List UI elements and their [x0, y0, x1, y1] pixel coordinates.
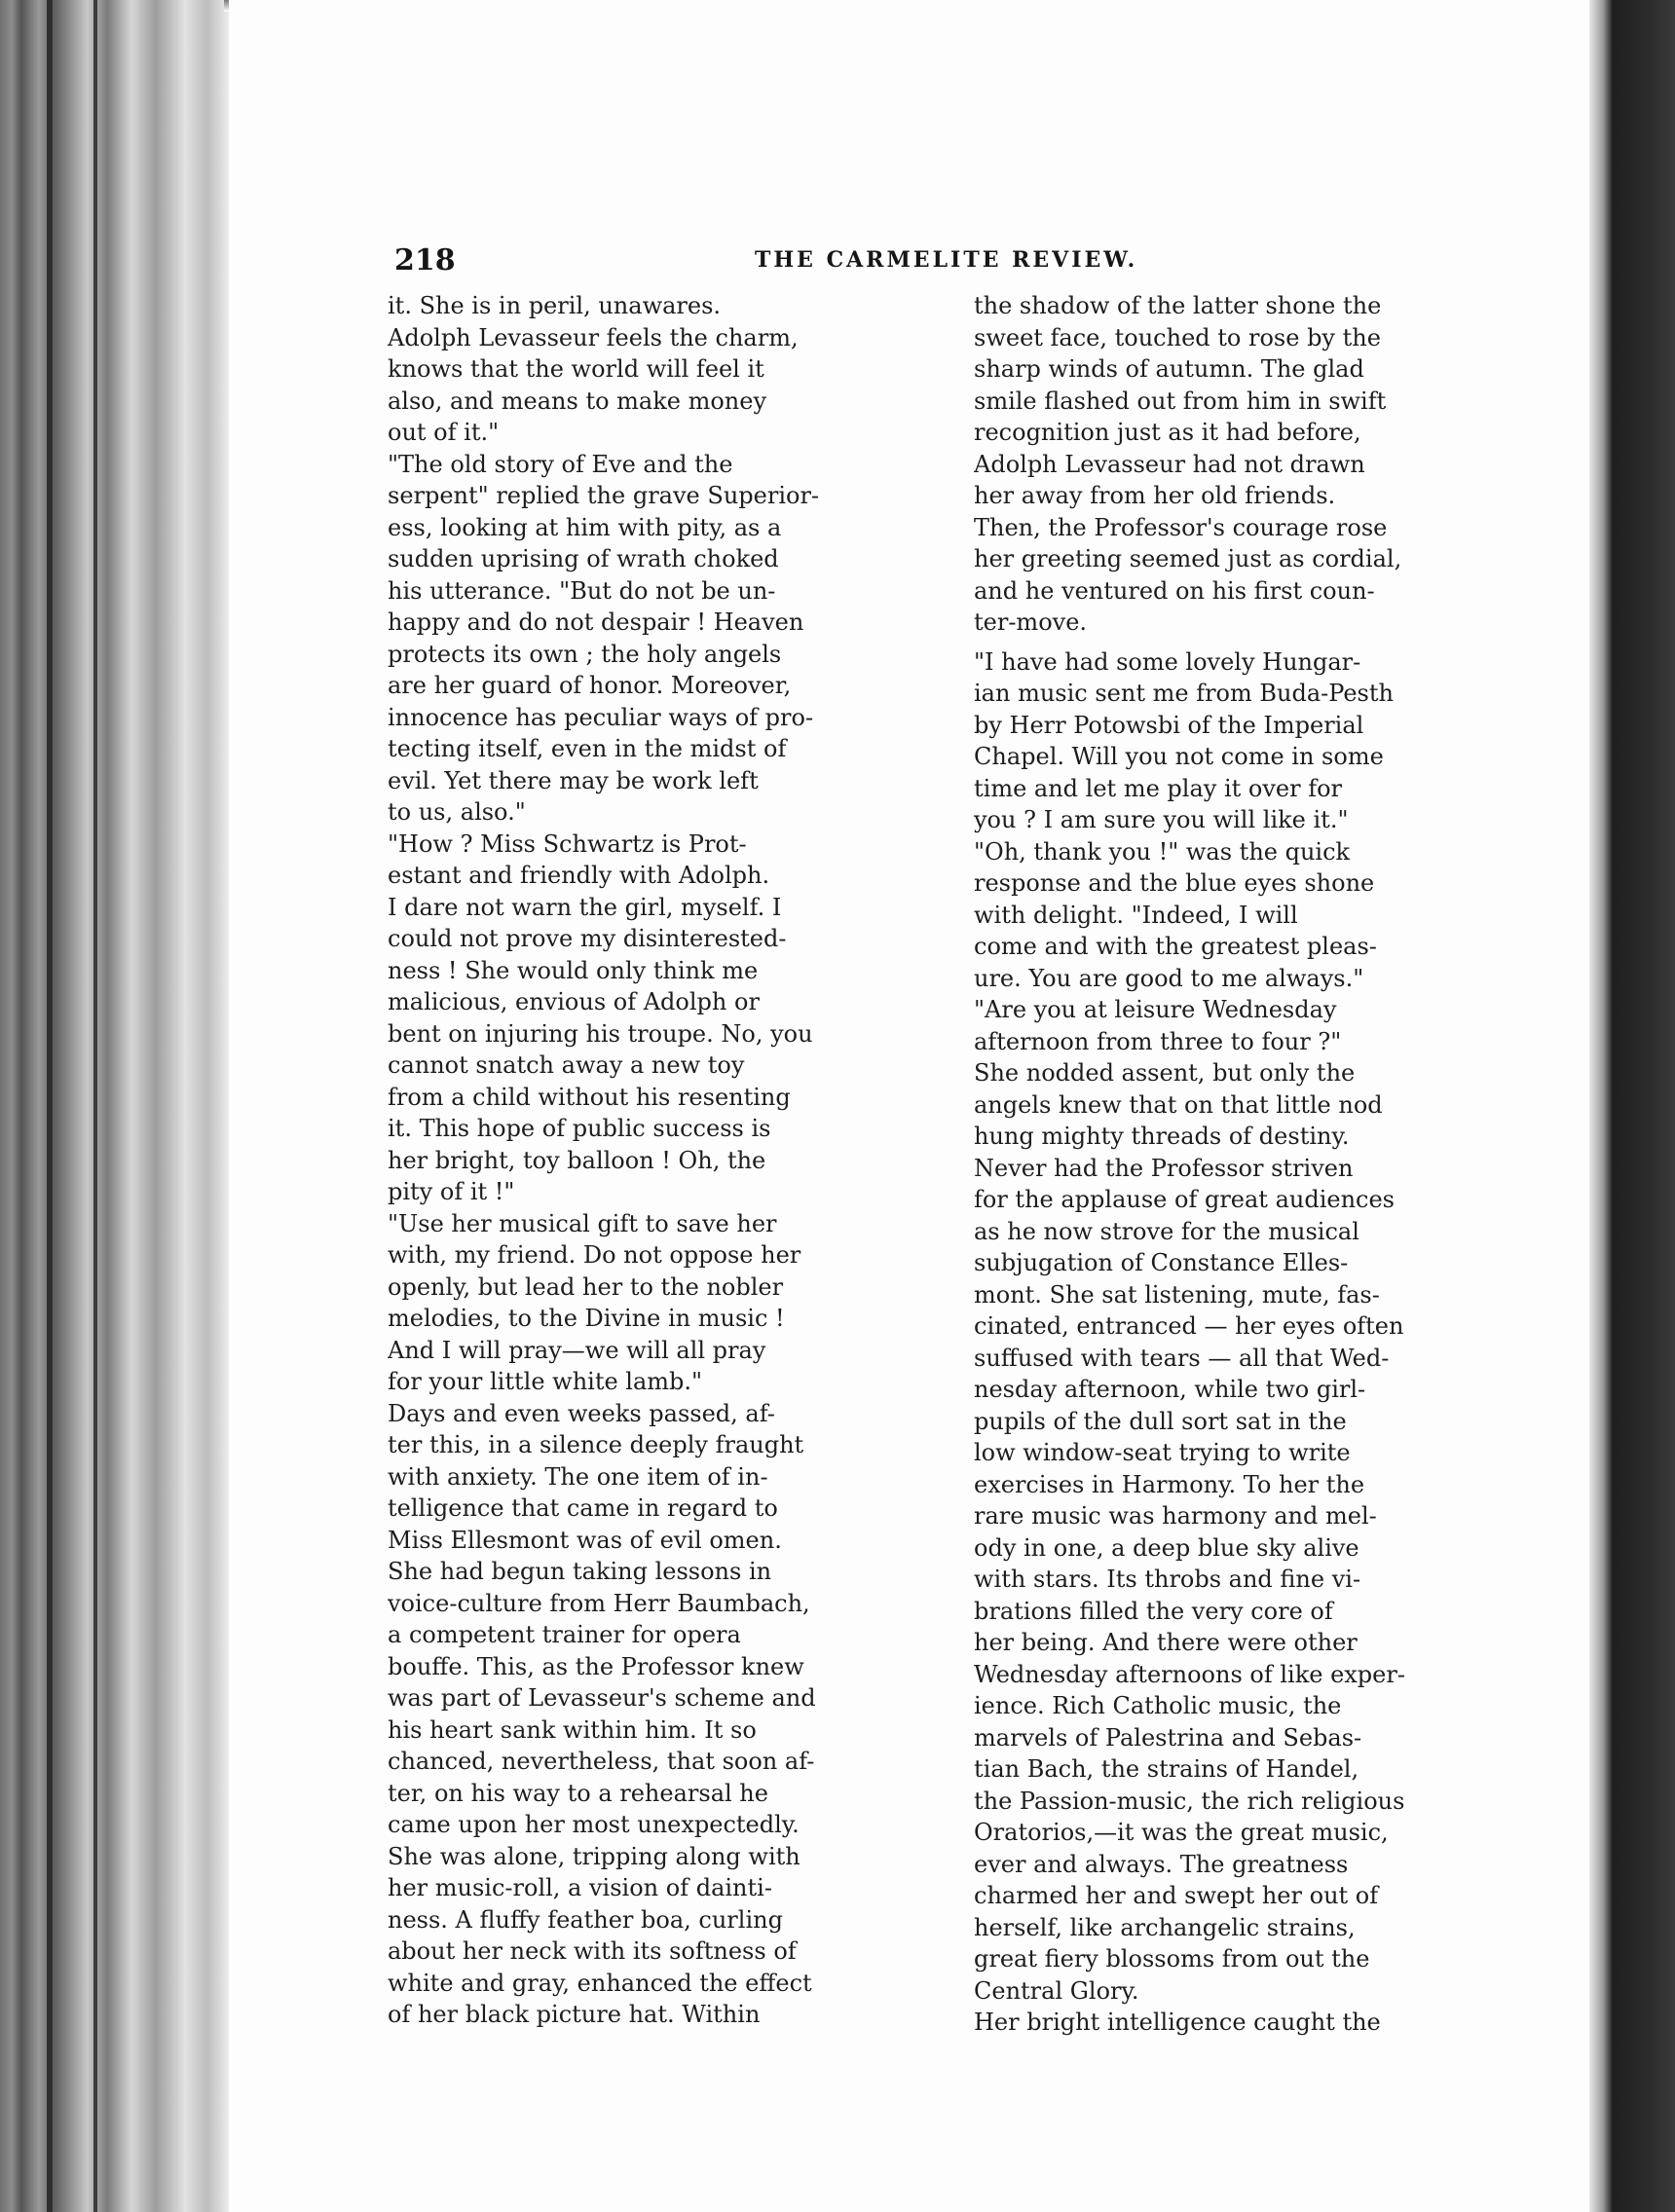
- text-line: Days and even weeks passed, af-: [388, 1399, 775, 1427]
- text-line: estant and friendly with Adolph.: [388, 862, 770, 889]
- page-header: [394, 243, 1573, 282]
- text-line: sharp winds of autumn. The glad: [974, 355, 1364, 383]
- text-line: time and let me play it over for: [974, 774, 1343, 802]
- text-line: telligence that came in regard to: [388, 1494, 778, 1522]
- book-binding: [1589, 0, 1675, 2212]
- text-line: mont. She sat listening, mute, fas-: [974, 1280, 1380, 1309]
- text-line: her away from her old friends.: [974, 482, 1336, 509]
- text-line: I dare not warn the girl, myself. I: [388, 893, 782, 921]
- text-line: tian Bach, the strains of Handel,: [974, 1755, 1359, 1783]
- text-line: innocence has peculiar ways of pro-: [388, 703, 814, 731]
- text-line: afternoon from three to four ?": [974, 1027, 1342, 1055]
- text-line: the Passion-music, the rich religious: [974, 1787, 1405, 1815]
- text-line: her being. And there were other: [974, 1629, 1358, 1656]
- text-line: Adolph Levasseur feels the charm,: [388, 323, 799, 351]
- text-line: "I have had some lovely Hungar-: [974, 647, 1361, 676]
- text-line: melodies, to the Divine in music !: [388, 1305, 785, 1332]
- text-line: brations filled the very core of: [974, 1597, 1333, 1625]
- text-line: you ? I am sure you will like it.": [974, 806, 1349, 833]
- text-line: a competent trainer for opera: [388, 1621, 741, 1648]
- text-line: ness ! She would only think me: [388, 956, 759, 984]
- text-line: Central Glory.: [974, 1976, 1139, 2005]
- text-line: came upon her most unexpectedly.: [388, 1811, 800, 1838]
- text-line: her greeting seemed just as cordial,: [974, 545, 1402, 572]
- text-line: ever and always. The greatness: [974, 1850, 1349, 1878]
- text-line: ter, on his way to a rehearsal he: [388, 1779, 768, 1807]
- text-line: response and the blue eyes shone: [974, 869, 1375, 897]
- text-line: the shadow of the latter shone the: [974, 292, 1382, 319]
- text-line: chanced, nevertheless, that soon af-: [388, 1748, 815, 1775]
- text-line: smile flashed out from him in swift: [974, 387, 1387, 415]
- text-line: sudden uprising of wrath choked: [388, 545, 779, 572]
- text-line: sweet face, touched to rose by the: [974, 323, 1381, 351]
- text-line: ness. A fluffy feather boa, curling: [388, 1905, 783, 1934]
- text-line: pupils of the dull sort sat in the: [974, 1407, 1347, 1435]
- text-line: her music-roll, a vision of dainti-: [388, 1874, 772, 1901]
- text-line: from a child without his resenting: [388, 1083, 791, 1111]
- text-line: to us, also.": [388, 798, 526, 826]
- text-line: Never had the Professor striven: [974, 1154, 1354, 1182]
- text-line: are her guard of honor. Moreover,: [388, 672, 792, 699]
- text-line: cinated, entranced — her eyes often: [974, 1312, 1404, 1340]
- text-line: "The old story of Eve and the: [388, 450, 733, 478]
- text-line: of her black picture hat. Within: [388, 2001, 761, 2028]
- text-line: tecting itself, even in the midst of: [388, 735, 787, 762]
- text-line: with stars. Its throbs and fine vi-: [974, 1566, 1361, 1593]
- text-line: happy and do not despair ! Heaven: [388, 608, 804, 636]
- text-line: protects its own ; the holy angels: [388, 640, 782, 668]
- text-line: Then, the Professor's courage rose: [974, 513, 1388, 541]
- text-line: angels knew that on that little nod: [974, 1090, 1383, 1119]
- text-line: ter-move.: [974, 608, 1088, 636]
- text-line: bent on injuring his troupe. No, you: [388, 1019, 813, 1048]
- text-line: hung mighty threads of destiny.: [974, 1123, 1350, 1150]
- text-line: suffused with tears — all that Wed-: [974, 1344, 1390, 1372]
- text-line: come and with the greatest pleas-: [974, 933, 1377, 960]
- text-line: rare music was harmony and mel-: [974, 1502, 1377, 1530]
- text-line: pity of it !": [388, 1178, 515, 1205]
- text-line: Her bright intelligence caught the: [974, 2009, 1381, 2036]
- left-text-column: [388, 290, 970, 2031]
- text-line: ter this, in a silence deeply fraught: [388, 1431, 804, 1458]
- text-line: for the applause of great audiences: [974, 1186, 1395, 1213]
- text-line: And I will pray—we will all pray: [388, 1336, 766, 1364]
- text-line: was part of Levasseur's scheme and: [388, 1684, 816, 1712]
- text-line: serpent" replied the grave Superior-: [388, 482, 820, 509]
- text-line: ience. Rich Catholic music, the: [974, 1692, 1342, 1719]
- text-line: ure. You are good to me always.": [974, 964, 1364, 992]
- text-line: his utterance. "But do not be un-: [388, 576, 776, 605]
- text-line: nesday afternoon, while two girl-: [974, 1376, 1366, 1403]
- text-line: herself, like archangelic strains,: [974, 1913, 1356, 1941]
- text-line: "Oh, thank you !" was the quick: [974, 837, 1351, 866]
- text-line: She had begun taking lessons in: [388, 1558, 772, 1585]
- book-page-edges: [0, 0, 229, 2212]
- text-line: ian music sent me from Buda-Pesth: [974, 680, 1394, 707]
- text-line: about her neck with its softness of: [388, 1937, 797, 1965]
- text-line: marvels of Palestrina and Sebas-: [974, 1723, 1362, 1751]
- text-line: knows that the world will feel it: [388, 355, 764, 383]
- text-line: Wednesday afternoons of like exper-: [974, 1660, 1405, 1688]
- text-line: exercises in Harmony. To her the: [974, 1470, 1365, 1498]
- text-line: by Herr Potowsbi of the Imperial: [974, 711, 1364, 739]
- text-line: great fiery blossoms from out the: [974, 1945, 1370, 1972]
- text-line: as he now strove for the musical: [974, 1217, 1359, 1245]
- text-line: Adolph Levasseur had not drawn: [974, 450, 1365, 478]
- text-line: malicious, envious of Adolph or: [388, 988, 760, 1015]
- text-line: subjugation of Constance Elles-: [974, 1249, 1349, 1276]
- text-line: with delight. "Indeed, I will: [974, 901, 1298, 929]
- text-line: recognition just as it had before,: [974, 419, 1361, 446]
- text-line: She nodded assent, but only the: [974, 1059, 1356, 1087]
- text-line: with, my friend. Do not oppose her: [388, 1241, 801, 1269]
- text-line: voice-culture from Herr Baumbach,: [388, 1589, 810, 1617]
- text-line: could not prove my disinterested-: [388, 925, 787, 952]
- text-line: low window-seat trying to write: [974, 1439, 1351, 1466]
- text-line: "Are you at leisure Wednesday: [974, 996, 1337, 1023]
- text-line: Chapel. Will you not come in some: [974, 743, 1384, 770]
- text-line: ess, looking at him with pity, as a: [388, 513, 782, 541]
- text-line: openly, but lead her to the nobler: [388, 1272, 784, 1301]
- text-line: ody in one, a deep blue sky alive: [974, 1533, 1359, 1562]
- text-line: She was alone, tripping along with: [388, 1842, 800, 1870]
- text-line: it. This hope of public success is: [388, 1115, 771, 1142]
- text-line: charmed her and swept her out of: [974, 1882, 1379, 1909]
- page-number: 218: [394, 243, 456, 277]
- text-line: with anxiety. The one item of in-: [388, 1462, 768, 1491]
- running-head: THE CARMELITE REVIEW.: [755, 247, 1138, 273]
- text-line: evil. Yet there may be work left: [388, 766, 759, 794]
- text-line: out of it.": [388, 419, 500, 446]
- text-line: his heart sank within him. It so: [388, 1715, 757, 1744]
- text-line: cannot snatch away a new toy: [388, 1051, 745, 1079]
- text-line: bouffe. This, as the Professor knew: [388, 1652, 804, 1680]
- text-line: her bright, toy balloon ! Oh, the: [388, 1146, 766, 1174]
- text-line: and he ventured on his first coun-: [974, 576, 1375, 605]
- text-line: white and gray, enhanced the effect: [388, 1969, 812, 1997]
- text-line: it. She is in peril, unawares.: [388, 292, 722, 319]
- text-line: "How ? Miss Schwartz is Prot-: [388, 830, 747, 858]
- text-line: "Use her musical gift to save her: [388, 1209, 777, 1237]
- text-line: for your little white lamb.": [388, 1368, 703, 1395]
- text-line: Miss Ellesmont was of evil omen.: [388, 1526, 782, 1554]
- text-line: also, and means to make money: [388, 387, 767, 415]
- right-text-column: [974, 290, 1519, 2039]
- text-line: Oratorios,—it was the great music,: [974, 1819, 1389, 1846]
